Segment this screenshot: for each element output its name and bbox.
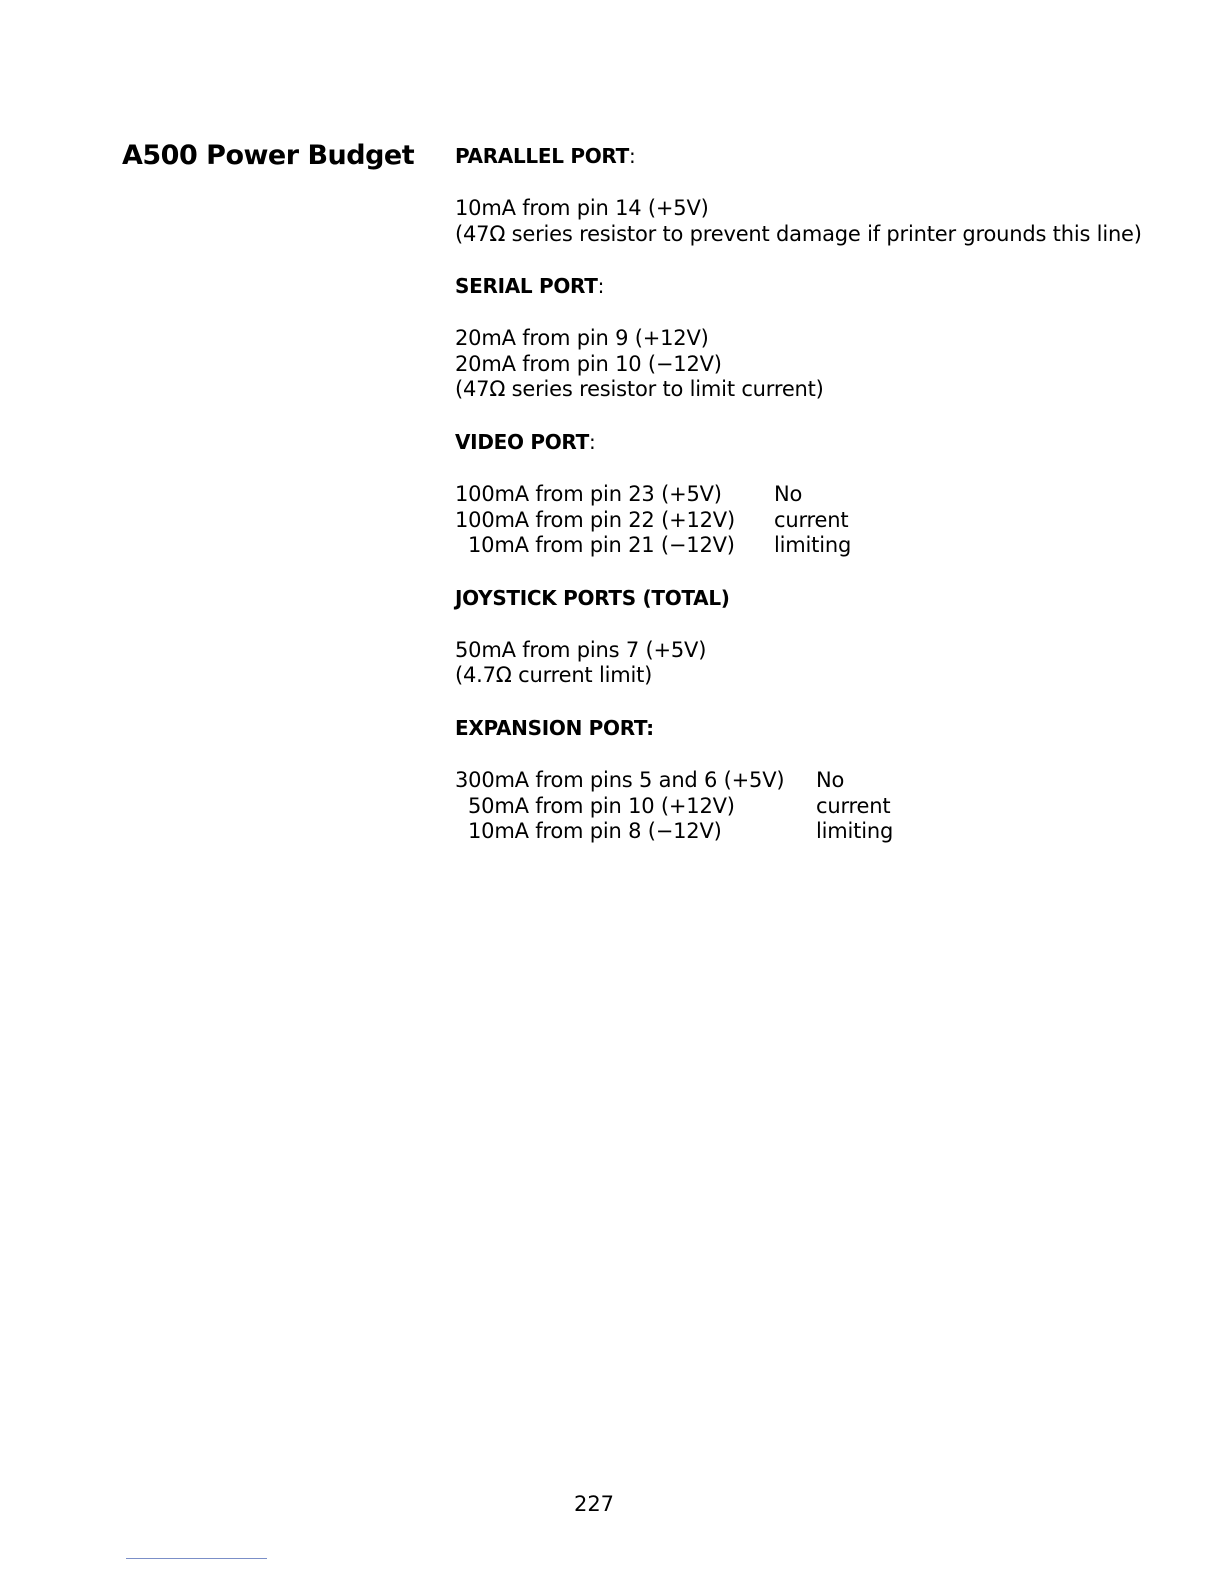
power-budget-content	[455, 144, 1155, 872]
expansion-port-note: No	[816, 767, 845, 792]
video-port-colon: :	[588, 429, 596, 454]
video-port-current: 100mA from pin 22 (+12V)	[455, 507, 735, 532]
parallel-port-title: PARALLEL PORT	[455, 144, 629, 168]
video-port-note: current	[774, 507, 849, 532]
video-port-row	[455, 508, 1155, 534]
expansion-port-body	[455, 768, 1155, 845]
serial-port-heading	[455, 274, 1155, 299]
video-port-note: limiting	[774, 533, 852, 558]
video-port-title: VIDEO PORT	[455, 429, 589, 454]
expansion-port-note: current	[816, 793, 891, 818]
serial-port-colon: :	[597, 274, 605, 299]
expansion-port-row	[455, 768, 1155, 794]
video-port-row	[455, 533, 1155, 559]
footer-divider	[126, 1558, 267, 1559]
joystick-ports-line: 50mA from pins 7 (+5V)	[455, 637, 707, 662]
expansion-port-row	[455, 794, 1155, 820]
serial-port-line: 20mA from pin 10 (−12V)	[455, 351, 722, 376]
video-port-note: No	[774, 481, 803, 506]
parallel-port-colon: :	[628, 144, 636, 168]
parallel-port-body	[455, 196, 1155, 247]
joystick-ports-line: (4.7Ω current limit)	[455, 663, 653, 688]
video-port-current: 10mA from pin 21 (−12V)	[468, 533, 735, 558]
joystick-ports-body	[455, 638, 1155, 689]
parallel-port-line: 10mA from pin 14 (+5V)	[455, 196, 709, 220]
expansion-port-note: limiting	[816, 819, 894, 844]
parallel-port-line: (47Ω series resistor to prevent damage if printer grounds this line)	[455, 221, 1142, 246]
serial-port-body	[455, 326, 1155, 403]
serial-port-title: SERIAL PORT	[455, 274, 598, 299]
video-port-heading	[455, 430, 1155, 455]
expansion-port-row	[455, 819, 1155, 845]
joystick-ports-heading: JOYSTICK PORTS (TOTAL)	[455, 585, 730, 610]
video-port-current: 100mA from pin 23 (+5V)	[455, 481, 722, 506]
expansion-port-current: 50mA from pin 10 (+12V)	[468, 793, 735, 818]
expansion-port-current: 300mA from pins 5 and 6 (+5V)	[455, 767, 785, 792]
parallel-port-heading	[455, 144, 1155, 169]
page-number: 227	[573, 1492, 615, 1516]
video-port-body	[455, 482, 1155, 559]
serial-port-line: (47Ω series resistor to limit current)	[455, 377, 824, 402]
expansion-port-current: 10mA from pin 8 (−12V)	[468, 819, 722, 844]
page-title: A500 Power Budget	[122, 140, 415, 171]
expansion-port-heading: EXPANSION PORT:	[455, 715, 654, 740]
serial-port-line: 20mA from pin 9 (+12V)	[455, 326, 709, 351]
video-port-row	[455, 482, 1155, 508]
